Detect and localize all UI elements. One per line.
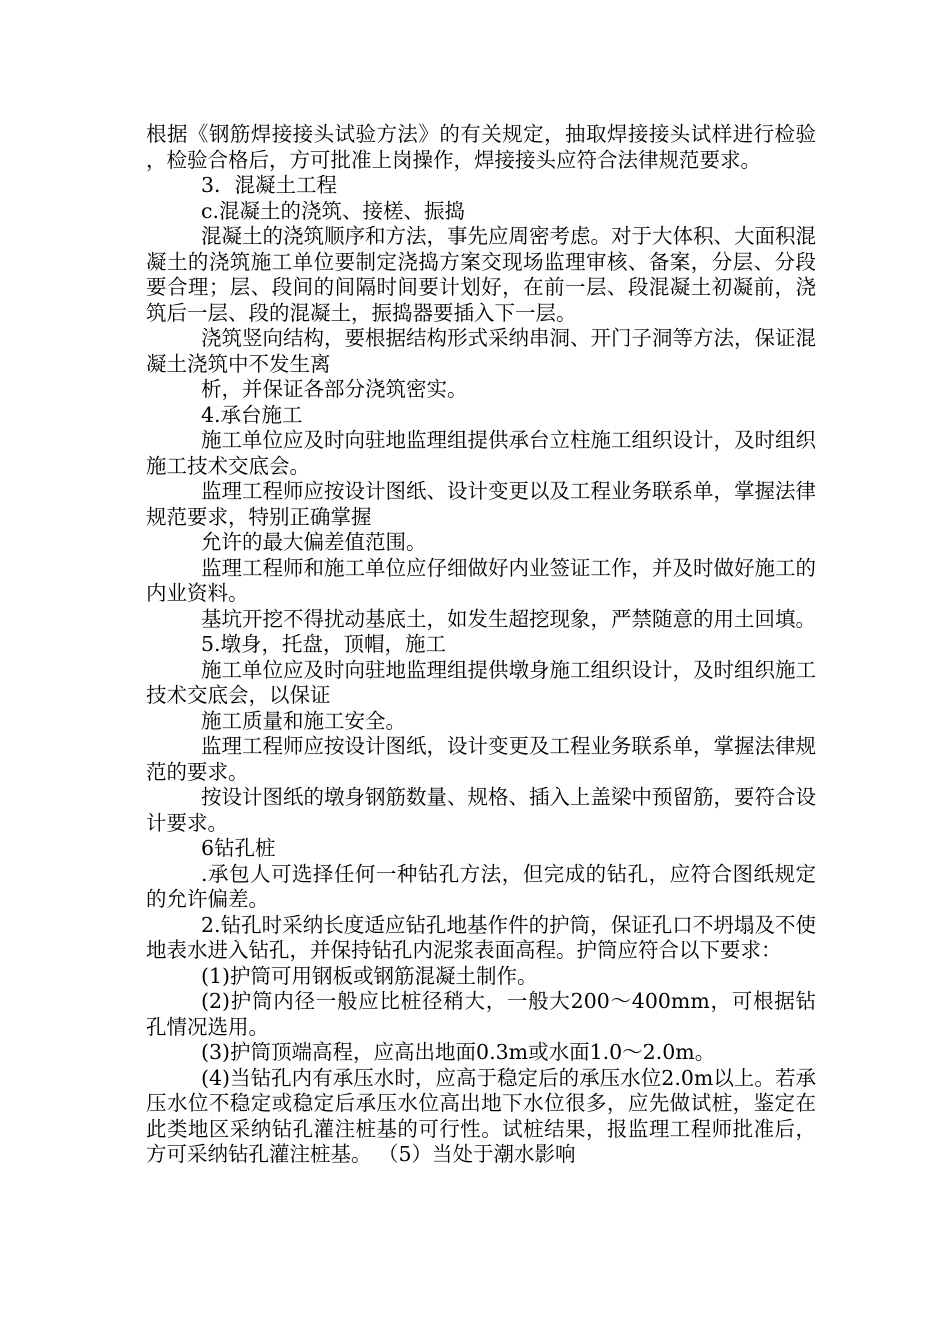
paragraph: (4)当钻孔内有承压水时，应高于稳定后的承压水位2.0m以上。若承压水位不稳定或稳定后承压水位高出地下水位很多，应先做试桩，鉴定在此类地区采纳钻孔灌注桩基的可行性。试桩结果，报监理工程师批准后，方可采纳钻孔灌注桩基。 （5）当处于潮水影响 <box>146 1065 816 1166</box>
paragraph: 监理工程师应按设计图纸、设计变更以及工程业务联系单，掌握法律规范要求，特别正确掌握 <box>146 479 816 529</box>
paragraph: (3)护筒顶端高程，应高出地面0.3m或水面1.0～2.0m。 <box>201 1040 716 1064</box>
paragraph: 3．混凝土工程 <box>201 173 338 197</box>
paragraph: 监理工程师和施工单位应仔细做好内业签证工作，并及时做好施工的内业资料。 <box>146 555 816 605</box>
paragraph: 根据《钢筋焊接接头试验方法》的有关规定，抽取焊接接头试样进行检验，检验合格后，方可批准上岗操作，焊接接头应符合法律规范要求。 <box>146 122 816 172</box>
paragraph: 施工单位应及时向驻地监理组提供墩身施工组织设计，及时组织施工技术交底会，以保证 <box>146 657 816 707</box>
paragraph: (1)护筒可用钢板或钢筋混凝土制作。 <box>201 963 538 988</box>
document-body <box>146 122 816 1168</box>
paragraph: 施工单位应及时向驻地监理组提供承台立柱施工组织设计，及时组织施工技术交底会。 <box>146 428 816 478</box>
paragraph: 混凝土的浇筑顺序和方法，事先应周密考虑。对于大体积、大面积混凝土的浇筑施工单位要制定浇捣方案交现场监理审核、备案，分层、分段要合理；层、段间的间隔时间要计划好，在前一层、段混凝土初凝前，浇筑后一层、段的混凝土，振捣器要插入下一层。 <box>146 224 816 325</box>
paragraph: 4.承台施工 <box>201 402 303 427</box>
paragraph: c.混凝土的浇筑、接槎、振捣 <box>201 198 465 223</box>
paragraph: 浇筑竖向结构，要根据结构形式采纳串洞、开门子洞等方法，保证混凝土浇筑中不发生离 <box>146 326 816 376</box>
paragraph: 按设计图纸的墩身钢筋数量、规格、插入上盖梁中预留筋，要符合设计要求。 <box>146 785 816 835</box>
paragraph: .承包人可选择任何一种钻孔方法，但完成的钻孔，应符合图纸规定的允许偏差。 <box>146 861 816 911</box>
paragraph: 监理工程师应按设计图纸，设计变更及工程业务联系单，掌握法律规范的要求。 <box>146 734 816 784</box>
paragraph: 5.墩身，托盘，顶帽，施工 <box>201 632 447 656</box>
paragraph: 允许的最大偏差值范围。 <box>201 530 427 554</box>
paragraph: 析，并保证各部分浇筑密实。 <box>201 377 468 401</box>
paragraph: 6钻孔桩 <box>201 836 276 860</box>
paragraph: 基坑开挖不得扰动基底土，如发生超挖现象，严禁随意的用土回填。 <box>201 606 816 631</box>
paragraph: (2)护筒内径一般应比桩径稍大，一般大200～400mm，可根据钻孔情况选用。 <box>146 989 816 1039</box>
paragraph: 施工质量和施工安全。 <box>201 708 406 733</box>
paragraph: 2.钻孔时采纳长度适应钻孔地基作件的护筒，保证孔口不坍塌及不使地表水进入钻孔，并保持钻孔内泥浆表面高程。护筒应符合以下要求： <box>146 912 816 962</box>
